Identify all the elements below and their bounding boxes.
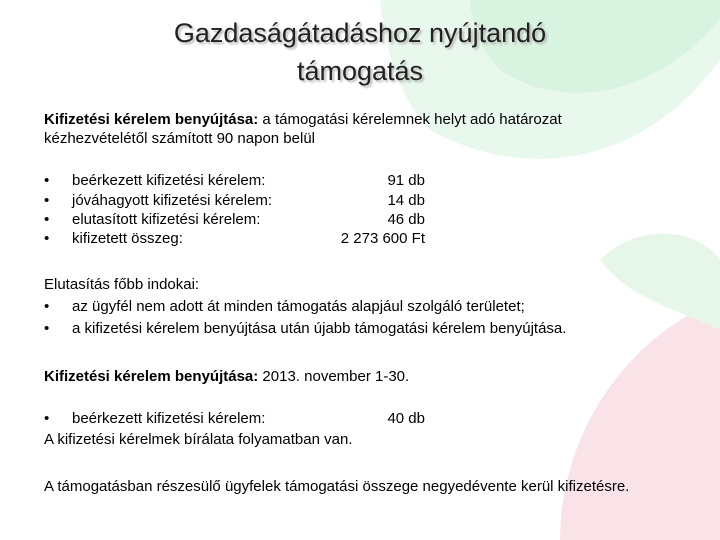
list-item-value: 2 273 600 Ft bbox=[340, 230, 425, 247]
list-item-value: 14 db bbox=[387, 192, 425, 209]
bullet: • bbox=[44, 211, 50, 228]
section2-heading bbox=[44, 367, 409, 387]
list-item-value: 91 db bbox=[387, 172, 425, 189]
bullet: • bbox=[44, 230, 50, 247]
section2-item-label: beérkezett kifizetési kérelem: bbox=[72, 410, 266, 427]
list-item-label: jóváhagyott kifizetési kérelem: bbox=[72, 192, 273, 209]
list-item-label: elutasított kifizetési kérelem: bbox=[72, 211, 261, 228]
section1-heading bbox=[44, 110, 562, 130]
title-line-2: támogatás bbox=[296, 56, 424, 86]
footer-note: A támogatásban részesülő ügyfelek támogatási összege negyedévente kerül kifizetésre. bbox=[44, 478, 630, 495]
section2-heading-rest: 2013. november 1-30. bbox=[258, 368, 410, 385]
section1-heading-rest: a támogatási kérelemnek helyt adó határozat bbox=[258, 111, 562, 128]
title-line-1: Gazdaságátadáshoz nyújtandó bbox=[173, 18, 547, 48]
bullet: • bbox=[44, 410, 50, 427]
bullet: • bbox=[44, 298, 50, 315]
rejection-reason: az ügyfél nem adott át minden támogatás alapjául szolgáló területet; bbox=[72, 298, 525, 315]
page-title bbox=[60, 14, 660, 90]
list-item-label: kifizetett összeg: bbox=[72, 230, 183, 247]
rejection-reason: a kifizetési kérelem benyújtása után újabb támogatási kérelem benyújtása. bbox=[72, 320, 567, 337]
bullet: • bbox=[44, 192, 50, 209]
section2-item-value: 40 db bbox=[387, 410, 425, 427]
section2-status: A kifizetési kérelmek bírálata folyamatban van. bbox=[44, 431, 353, 448]
list-item-label: beérkezett kifizetési kérelem: bbox=[72, 172, 266, 189]
bullet: • bbox=[44, 172, 50, 189]
section2-heading-bold: Kifizetési kérelem benyújtása: bbox=[44, 368, 259, 385]
section1-heading-bold: Kifizetési kérelem benyújtása: bbox=[44, 111, 259, 128]
section1-heading-line2: kézhezvételétől számított 90 napon belül bbox=[44, 130, 316, 147]
rejection-heading: Elutasítás főbb indokai: bbox=[44, 276, 200, 293]
list-item-value: 46 db bbox=[387, 211, 425, 228]
bullet: • bbox=[44, 320, 50, 337]
